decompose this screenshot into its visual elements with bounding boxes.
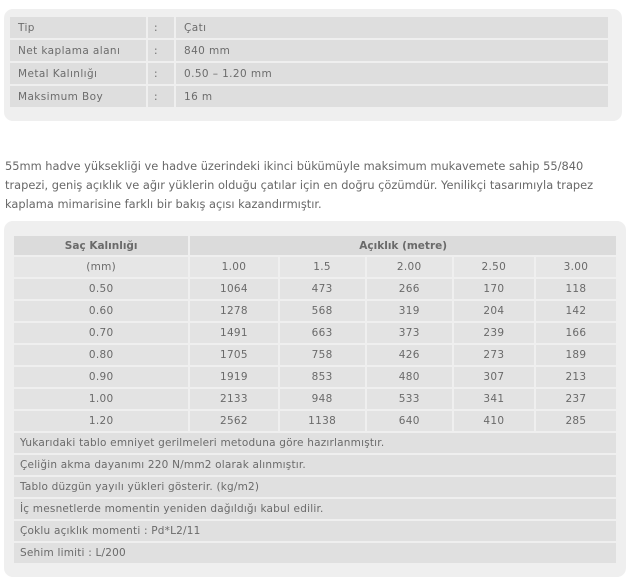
note-row — [14, 477, 616, 497]
load-cell: 2133 — [190, 389, 277, 409]
load-cell: 853 — [280, 367, 365, 387]
load-cell: 373 — [367, 323, 452, 343]
table-row — [14, 345, 616, 365]
load-cell: 1919 — [190, 367, 277, 387]
spec-separator: : — [146, 40, 174, 61]
load-cell: 142 — [536, 301, 616, 321]
load-cell: 266 — [367, 279, 452, 299]
load-cell: 319 — [367, 301, 452, 321]
table-note: Çoklu açıklık momenti : Pd*L2/11 — [14, 521, 616, 541]
thickness-cell: 0.50 — [14, 279, 188, 299]
load-cell: 410 — [454, 411, 534, 431]
load-cell: 948 — [280, 389, 365, 409]
load-cell: 1491 — [190, 323, 277, 343]
load-cell: 426 — [367, 345, 452, 365]
spec-separator: : — [146, 17, 174, 38]
load-table-header — [14, 236, 616, 255]
table-row — [14, 367, 616, 387]
note-row — [14, 499, 616, 519]
load-cell: 1138 — [280, 411, 365, 431]
product-description: 55mm hadve yüksekliği ve hadve üzerindeki ikinci bükümüyle maksimum mukavemete sahip 55/840 trapezi, geniş açıklık ve ağır yüklerin olduğu çatılar için en doğru çözümdür. Yenilikçi tasarımıyla trapez kaplama mimarisine farklı bir bakış açısı kazandırmıştır. — [5, 159, 594, 211]
spec-row-coverage — [10, 40, 608, 61]
load-cell: 640 — [367, 411, 452, 431]
unit-label: (mm) — [14, 257, 188, 277]
load-cell: 166 — [536, 323, 616, 343]
spec-value: 0.50 – 1.20 mm — [174, 63, 608, 84]
load-cell: 285 — [536, 411, 616, 431]
thickness-cell: 1.20 — [14, 411, 188, 431]
unit-row — [14, 257, 616, 277]
thickness-header: Saç Kalınlığı — [14, 236, 188, 255]
load-cell: 2562 — [190, 411, 277, 431]
spec-value: 16 m — [174, 86, 608, 107]
table-row — [14, 389, 616, 409]
spec-separator: : — [146, 86, 174, 107]
load-cell: 533 — [367, 389, 452, 409]
load-table-panel — [4, 221, 626, 577]
table-note: Tablo düzgün yayılı yükleri gösterir. (kg/m2) — [14, 477, 616, 497]
thickness-cell: 1.00 — [14, 389, 188, 409]
spec-label: Tip — [10, 17, 146, 38]
load-cell: 480 — [367, 367, 452, 387]
load-cell: 1064 — [190, 279, 277, 299]
spec-value: 840 mm — [174, 40, 608, 61]
thickness-cell: 0.90 — [14, 367, 188, 387]
note-row — [14, 433, 616, 453]
load-cell: 204 — [454, 301, 534, 321]
load-cell: 170 — [454, 279, 534, 299]
table-note: İç mesnetlerde momentin yeniden dağıldığı kabul edilir. — [14, 499, 616, 519]
load-cell: 237 — [536, 389, 616, 409]
thickness-cell: 0.70 — [14, 323, 188, 343]
thickness-cell: 0.80 — [14, 345, 188, 365]
span-header: Açıklık (metre) — [190, 236, 616, 255]
table-note: Sehim limiti : L/200 — [14, 543, 616, 563]
load-cell: 568 — [280, 301, 365, 321]
spec-table — [10, 15, 608, 109]
table-row — [14, 301, 616, 321]
span-value: 2.50 — [454, 257, 534, 277]
note-row — [14, 455, 616, 475]
load-cell: 663 — [280, 323, 365, 343]
load-cell: 189 — [536, 345, 616, 365]
span-value: 1.00 — [190, 257, 277, 277]
spec-label: Metal Kalınlığı — [10, 63, 146, 84]
spec-separator: : — [146, 63, 174, 84]
load-cell: 118 — [536, 279, 616, 299]
spec-row-type — [10, 17, 608, 38]
thickness-cell: 0.60 — [14, 301, 188, 321]
load-cell: 1705 — [190, 345, 277, 365]
spec-row-thickness — [10, 63, 608, 84]
spec-label: Maksimum Boy — [10, 86, 146, 107]
spec-panel — [4, 9, 622, 121]
load-cell: 341 — [454, 389, 534, 409]
spec-label: Net kaplama alanı — [10, 40, 146, 61]
span-value: 1.5 — [280, 257, 365, 277]
table-row — [14, 279, 616, 299]
span-value: 2.00 — [367, 257, 452, 277]
table-note: Yukarıdaki tablo emniyet gerilmeleri metoduna göre hazırlanmıştır. — [14, 433, 616, 453]
load-cell: 307 — [454, 367, 534, 387]
load-cell: 239 — [454, 323, 534, 343]
load-cell: 273 — [454, 345, 534, 365]
note-row — [14, 521, 616, 541]
load-table — [12, 234, 618, 565]
table-note: Çeliğin akma dayanımı 220 N/mm2 olarak alınmıştır. — [14, 455, 616, 475]
spec-value: Çatı — [174, 17, 608, 38]
table-row — [14, 411, 616, 431]
load-cell: 213 — [536, 367, 616, 387]
load-cell: 473 — [280, 279, 365, 299]
load-cell: 1278 — [190, 301, 277, 321]
spec-row-max-length — [10, 86, 608, 107]
note-row — [14, 543, 616, 563]
table-row — [14, 323, 616, 343]
load-cell: 758 — [280, 345, 365, 365]
span-value: 3.00 — [536, 257, 616, 277]
